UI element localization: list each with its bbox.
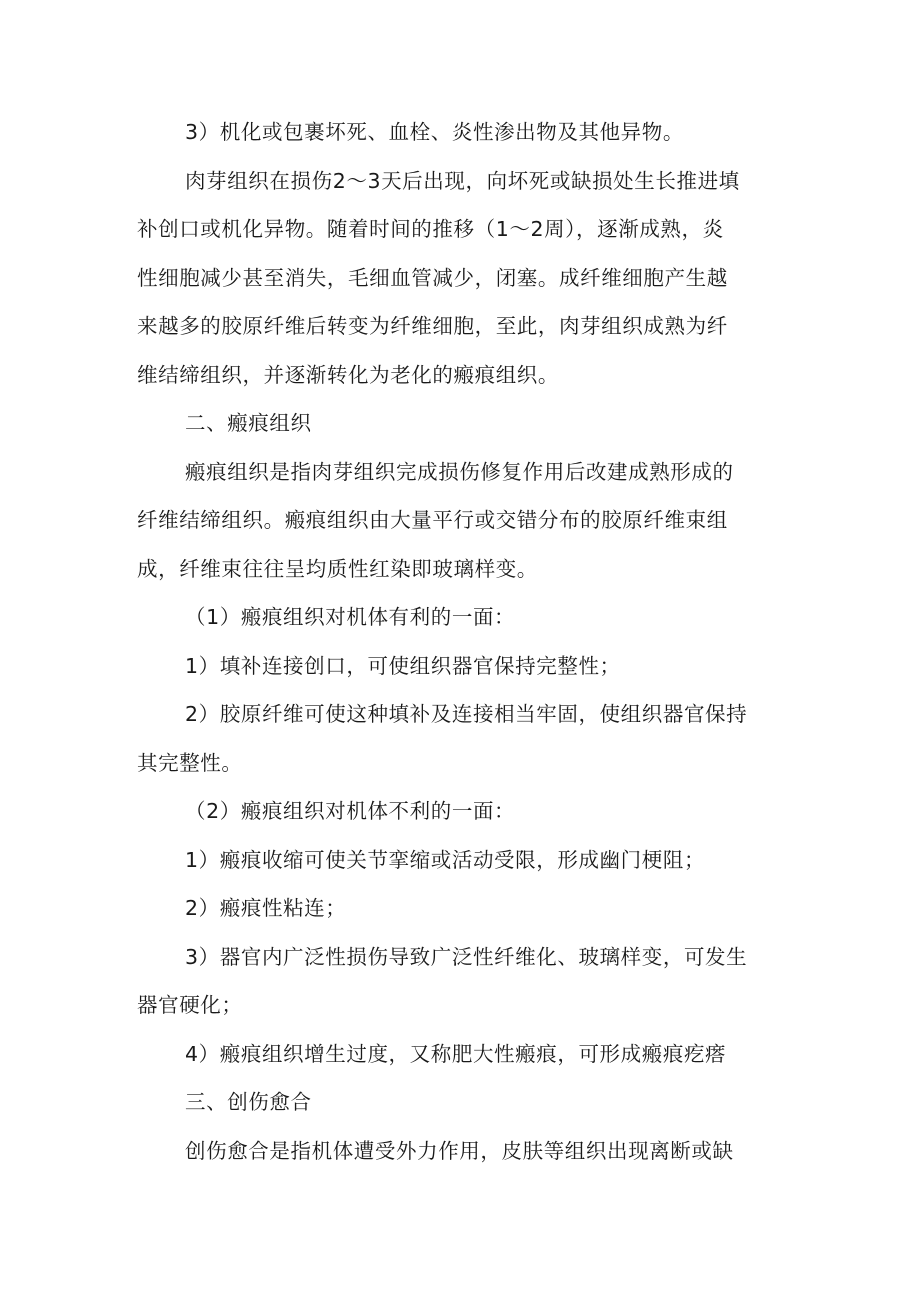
subheading <box>137 593 792 642</box>
text-line: 2）胶原纤维可使这种填补及连接相当牢固，使组织器官保持 <box>185 702 748 726</box>
subheading <box>137 787 792 836</box>
body-paragraph <box>137 448 792 594</box>
list-item <box>137 1030 792 1079</box>
document-body <box>137 108 792 1175</box>
text-line: 器官硬化； <box>137 993 243 1017</box>
text-line: 性细胞减少甚至消失，毛细血管减少，闭塞。成纤维细胞产生越 <box>137 265 728 290</box>
list-item <box>137 884 792 933</box>
text-line: 3）器官内广泛性损伤导致广泛性纤维化、玻璃样变，可发生 <box>185 944 748 969</box>
text-line: 成，纤维束往往呈均质性红染即玻璃样变。 <box>137 556 538 581</box>
list-item <box>137 642 792 691</box>
heading-text: 三、创伤愈合 <box>185 1090 312 1114</box>
list-item <box>137 836 792 885</box>
text-line: 3）机化或包裹坏死、血栓、炎性渗出物及其他异物。 <box>185 120 684 144</box>
list-item <box>137 690 792 787</box>
list-item <box>137 933 792 1030</box>
text-line: 肉芽组织在损伤2〜3天后出现，向坏死或缺损处生长推进填 <box>185 168 740 193</box>
list-item <box>137 108 792 157</box>
text-line: （2）瘢痕组织对机体不利的一面： <box>185 799 516 823</box>
text-line: 来越多的胶原纤维后转变为纤维细胞，至此，肉芽组织成熟为纤 <box>137 314 728 338</box>
text-line: 创伤愈合是指机体遭受外力作用，皮肤等组织出现离断或缺 <box>185 1138 734 1163</box>
text-line: 其完整性。 <box>137 750 243 775</box>
heading-text: 二、瘢痕组织 <box>185 411 312 435</box>
body-paragraph <box>137 157 792 400</box>
text-line: 2）瘢痕性粘连； <box>185 896 347 920</box>
text-line: （1）瘢痕组织对机体有利的一面： <box>185 605 516 629</box>
body-paragraph <box>137 1127 792 1176</box>
text-line: 1）填补连接创口，可使组织器官保持完整性； <box>185 653 621 678</box>
text-line: 补创口或机化异物。随着时间的推移（1〜2周），逐渐成熟，炎 <box>137 217 724 241</box>
text-line: 1）瘢痕收缩可使关节挛缩或活动受限，形成幽门梗阻； <box>185 847 706 872</box>
text-line: 4）瘢痕组织增生过度，又称肥大性瘢痕，可形成瘢痕疙瘩 <box>185 1041 727 1066</box>
section-heading <box>137 1078 792 1127</box>
text-line: 瘢痕组织是指肉芽组织完成损伤修复作用后改建成熟形成的 <box>185 459 734 484</box>
text-line: 纤维结缔组织。瘢痕组织由大量平行或交错分布的胶原纤维束组 <box>137 508 728 532</box>
text-line: 维结缔组织，并逐渐转化为老化的瘢痕组织。 <box>137 362 559 387</box>
section-heading <box>137 399 792 448</box>
